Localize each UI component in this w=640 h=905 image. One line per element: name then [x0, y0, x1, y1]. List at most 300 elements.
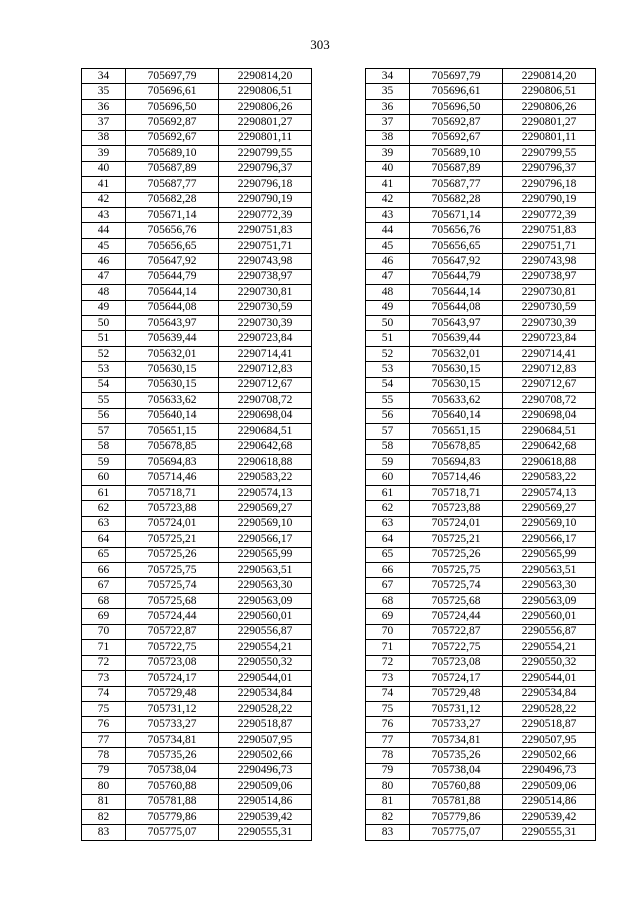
table-row: [82, 485, 596, 500]
right-point-number-cell: 38: [366, 130, 410, 145]
left-y-coordinate-cell: 2290563,51: [219, 563, 312, 578]
right-point-number-cell: 37: [366, 115, 410, 130]
right-point-number-cell: 56: [366, 408, 410, 423]
right-y-coordinate-cell: 2290801,27: [503, 115, 596, 130]
left-x-coordinate-cell: 705640,14: [126, 408, 219, 423]
right-point-number-cell: 64: [366, 532, 410, 547]
column-gap: [312, 732, 366, 747]
right-y-coordinate-cell: 2290796,18: [503, 177, 596, 192]
right-y-coordinate-cell: 2290550,32: [503, 655, 596, 670]
left-point-number-cell: 44: [82, 223, 126, 238]
left-y-coordinate-cell: 2290556,87: [219, 624, 312, 639]
table-row: [82, 192, 596, 207]
left-x-coordinate-cell: 705725,75: [126, 563, 219, 578]
right-x-coordinate-cell: 705775,07: [410, 825, 503, 840]
left-x-coordinate-cell: 705725,21: [126, 532, 219, 547]
right-point-number-cell: 48: [366, 285, 410, 300]
right-point-number-cell: 61: [366, 485, 410, 500]
left-y-coordinate-cell: 2290518,87: [219, 717, 312, 732]
column-gap: [312, 701, 366, 716]
right-point-number-cell: 57: [366, 424, 410, 439]
left-point-number-cell: 58: [82, 439, 126, 454]
column-gap: [312, 609, 366, 624]
right-y-coordinate-cell: 2290563,09: [503, 593, 596, 608]
right-x-coordinate-cell: 705651,15: [410, 424, 503, 439]
right-point-number-cell: 59: [366, 454, 410, 469]
table-row: [82, 408, 596, 423]
right-y-coordinate-cell: 2290496,73: [503, 763, 596, 778]
left-y-coordinate-cell: 2290528,22: [219, 701, 312, 716]
right-y-coordinate-cell: 2290806,26: [503, 99, 596, 114]
left-y-coordinate-cell: 2290566,17: [219, 532, 312, 547]
column-gap: [312, 192, 366, 207]
table-row: [82, 547, 596, 562]
right-x-coordinate-cell: 705671,14: [410, 207, 503, 222]
column-gap: [312, 408, 366, 423]
left-x-coordinate-cell: 705731,12: [126, 701, 219, 716]
column-gap: [312, 424, 366, 439]
left-y-coordinate-cell: 2290730,81: [219, 285, 312, 300]
left-point-number-cell: 71: [82, 640, 126, 655]
left-point-number-cell: 65: [82, 547, 126, 562]
column-gap: [312, 578, 366, 593]
right-y-coordinate-cell: 2290712,67: [503, 377, 596, 392]
left-x-coordinate-cell: 705725,68: [126, 593, 219, 608]
right-x-coordinate-cell: 705731,12: [410, 701, 503, 716]
left-y-coordinate-cell: 2290560,01: [219, 609, 312, 624]
right-y-coordinate-cell: 2290814,20: [503, 69, 596, 84]
table-row: [82, 810, 596, 825]
right-point-number-cell: 58: [366, 439, 410, 454]
left-y-coordinate-cell: 2290730,39: [219, 316, 312, 331]
left-x-coordinate-cell: 705775,07: [126, 825, 219, 840]
left-y-coordinate-cell: 2290772,39: [219, 207, 312, 222]
left-x-coordinate-cell: 705722,87: [126, 624, 219, 639]
left-x-coordinate-cell: 705760,88: [126, 779, 219, 794]
table-row: [82, 316, 596, 331]
right-y-coordinate-cell: 2290642,68: [503, 439, 596, 454]
table-row: [82, 331, 596, 346]
left-x-coordinate-cell: 705733,27: [126, 717, 219, 732]
right-point-number-cell: 49: [366, 300, 410, 315]
right-x-coordinate-cell: 705718,71: [410, 485, 503, 500]
left-point-number-cell: 53: [82, 362, 126, 377]
right-y-coordinate-cell: 2290539,42: [503, 810, 596, 825]
right-point-number-cell: 68: [366, 593, 410, 608]
table-row: [82, 717, 596, 732]
left-x-coordinate-cell: 705723,88: [126, 501, 219, 516]
column-gap: [312, 300, 366, 315]
table-row: [82, 593, 596, 608]
right-y-coordinate-cell: 2290569,27: [503, 501, 596, 516]
table-row: [82, 177, 596, 192]
table-row: [82, 130, 596, 145]
left-point-number-cell: 48: [82, 285, 126, 300]
right-x-coordinate-cell: 705729,48: [410, 686, 503, 701]
left-x-coordinate-cell: 705656,76: [126, 223, 219, 238]
left-x-coordinate-cell: 705687,77: [126, 177, 219, 192]
right-y-coordinate-cell: 2290560,01: [503, 609, 596, 624]
left-point-number-cell: 50: [82, 316, 126, 331]
column-gap: [312, 671, 366, 686]
right-point-number-cell: 75: [366, 701, 410, 716]
left-x-coordinate-cell: 705722,75: [126, 640, 219, 655]
right-y-coordinate-cell: 2290708,72: [503, 393, 596, 408]
right-y-coordinate-cell: 2290730,39: [503, 316, 596, 331]
left-y-coordinate-cell: 2290642,68: [219, 439, 312, 454]
left-point-number-cell: 81: [82, 794, 126, 809]
left-x-coordinate-cell: 705692,87: [126, 115, 219, 130]
left-point-number-cell: 80: [82, 779, 126, 794]
left-y-coordinate-cell: 2290550,32: [219, 655, 312, 670]
right-point-number-cell: 36: [366, 99, 410, 114]
left-point-number-cell: 36: [82, 99, 126, 114]
right-y-coordinate-cell: 2290730,81: [503, 285, 596, 300]
right-x-coordinate-cell: 705723,88: [410, 501, 503, 516]
right-x-coordinate-cell: 705644,14: [410, 285, 503, 300]
left-point-number-cell: 38: [82, 130, 126, 145]
right-x-coordinate-cell: 705644,08: [410, 300, 503, 315]
left-point-number-cell: 40: [82, 161, 126, 176]
table-row: [82, 686, 596, 701]
right-y-coordinate-cell: 2290738,97: [503, 269, 596, 284]
left-y-coordinate-cell: 2290743,98: [219, 254, 312, 269]
right-point-number-cell: 60: [366, 470, 410, 485]
left-point-number-cell: 68: [82, 593, 126, 608]
right-point-number-cell: 50: [366, 316, 410, 331]
left-point-number-cell: 61: [82, 485, 126, 500]
left-y-coordinate-cell: 2290806,26: [219, 99, 312, 114]
column-gap: [312, 146, 366, 161]
right-point-number-cell: 70: [366, 624, 410, 639]
left-point-number-cell: 60: [82, 470, 126, 485]
table-row: [82, 207, 596, 222]
left-y-coordinate-cell: 2290806,51: [219, 84, 312, 99]
left-y-coordinate-cell: 2290509,06: [219, 779, 312, 794]
right-point-number-cell: 39: [366, 146, 410, 161]
right-x-coordinate-cell: 705779,86: [410, 810, 503, 825]
right-y-coordinate-cell: 2290730,59: [503, 300, 596, 315]
left-y-coordinate-cell: 2290738,97: [219, 269, 312, 284]
right-y-coordinate-cell: 2290751,83: [503, 223, 596, 238]
right-point-number-cell: 41: [366, 177, 410, 192]
right-x-coordinate-cell: 705644,79: [410, 269, 503, 284]
right-x-coordinate-cell: 705735,26: [410, 748, 503, 763]
right-x-coordinate-cell: 705734,81: [410, 732, 503, 747]
left-point-number-cell: 59: [82, 454, 126, 469]
left-x-coordinate-cell: 705718,71: [126, 485, 219, 500]
left-y-coordinate-cell: 2290723,84: [219, 331, 312, 346]
column-gap: [312, 269, 366, 284]
right-x-coordinate-cell: 705694,83: [410, 454, 503, 469]
right-x-coordinate-cell: 705724,44: [410, 609, 503, 624]
table-row: [82, 516, 596, 531]
table-row: [82, 254, 596, 269]
left-point-number-cell: 75: [82, 701, 126, 716]
left-y-coordinate-cell: 2290563,30: [219, 578, 312, 593]
right-x-coordinate-cell: 705632,01: [410, 346, 503, 361]
left-x-coordinate-cell: 705725,74: [126, 578, 219, 593]
right-x-coordinate-cell: 705725,75: [410, 563, 503, 578]
left-x-coordinate-cell: 705689,10: [126, 146, 219, 161]
left-point-number-cell: 51: [82, 331, 126, 346]
right-x-coordinate-cell: 705692,87: [410, 115, 503, 130]
page-number: 303: [310, 37, 330, 52]
right-y-coordinate-cell: 2290514,86: [503, 794, 596, 809]
column-gap: [312, 748, 366, 763]
column-gap: [312, 84, 366, 99]
left-y-coordinate-cell: 2290684,51: [219, 424, 312, 439]
column-gap: [312, 177, 366, 192]
table-row: [82, 146, 596, 161]
right-x-coordinate-cell: 705687,77: [410, 177, 503, 192]
column-gap: [312, 686, 366, 701]
table-row: [82, 701, 596, 716]
table-row: [82, 161, 596, 176]
right-y-coordinate-cell: 2290799,55: [503, 146, 596, 161]
left-y-coordinate-cell: 2290539,42: [219, 810, 312, 825]
left-point-number-cell: 37: [82, 115, 126, 130]
left-x-coordinate-cell: 705671,14: [126, 207, 219, 222]
left-point-number-cell: 70: [82, 624, 126, 639]
left-y-coordinate-cell: 2290618,88: [219, 454, 312, 469]
right-y-coordinate-cell: 2290509,06: [503, 779, 596, 794]
left-y-coordinate-cell: 2290544,01: [219, 671, 312, 686]
left-point-number-cell: 77: [82, 732, 126, 747]
left-point-number-cell: 83: [82, 825, 126, 840]
column-gap: [312, 794, 366, 809]
left-x-coordinate-cell: 705692,67: [126, 130, 219, 145]
table-row: [82, 69, 596, 84]
table-row: [82, 377, 596, 392]
right-point-number-cell: 79: [366, 763, 410, 778]
left-x-coordinate-cell: 705630,15: [126, 362, 219, 377]
left-x-coordinate-cell: 705630,15: [126, 377, 219, 392]
left-point-number-cell: 67: [82, 578, 126, 593]
table-row: [82, 779, 596, 794]
table-row: [82, 748, 596, 763]
right-y-coordinate-cell: 2290507,95: [503, 732, 596, 747]
right-x-coordinate-cell: 705639,44: [410, 331, 503, 346]
table-row: [82, 763, 596, 778]
left-x-coordinate-cell: 705696,50: [126, 99, 219, 114]
column-gap: [312, 825, 366, 840]
left-x-coordinate-cell: 705723,08: [126, 655, 219, 670]
left-point-number-cell: 79: [82, 763, 126, 778]
left-x-coordinate-cell: 705644,14: [126, 285, 219, 300]
right-x-coordinate-cell: 705738,04: [410, 763, 503, 778]
right-point-number-cell: 66: [366, 563, 410, 578]
left-y-coordinate-cell: 2290708,72: [219, 393, 312, 408]
left-x-coordinate-cell: 705725,26: [126, 547, 219, 562]
right-x-coordinate-cell: 705714,46: [410, 470, 503, 485]
table-row: [82, 825, 596, 840]
right-x-coordinate-cell: 705724,17: [410, 671, 503, 686]
table-row: [82, 640, 596, 655]
left-y-coordinate-cell: 2290698,04: [219, 408, 312, 423]
right-y-coordinate-cell: 2290796,37: [503, 161, 596, 176]
left-point-number-cell: 78: [82, 748, 126, 763]
column-gap: [312, 362, 366, 377]
left-y-coordinate-cell: 2290555,31: [219, 825, 312, 840]
column-gap: [312, 516, 366, 531]
column-gap: [312, 331, 366, 346]
right-point-number-cell: 42: [366, 192, 410, 207]
right-y-coordinate-cell: 2290583,22: [503, 470, 596, 485]
table-row: [82, 439, 596, 454]
right-point-number-cell: 83: [366, 825, 410, 840]
left-y-coordinate-cell: 2290502,66: [219, 748, 312, 763]
right-x-coordinate-cell: 705682,28: [410, 192, 503, 207]
right-y-coordinate-cell: 2290563,30: [503, 578, 596, 593]
left-point-number-cell: 66: [82, 563, 126, 578]
left-x-coordinate-cell: 705724,17: [126, 671, 219, 686]
left-y-coordinate-cell: 2290799,55: [219, 146, 312, 161]
column-gap: [312, 501, 366, 516]
right-x-coordinate-cell: 705696,61: [410, 84, 503, 99]
right-point-number-cell: 69: [366, 609, 410, 624]
right-point-number-cell: 43: [366, 207, 410, 222]
right-x-coordinate-cell: 705640,14: [410, 408, 503, 423]
right-y-coordinate-cell: 2290772,39: [503, 207, 596, 222]
column-gap: [312, 254, 366, 269]
right-point-number-cell: 81: [366, 794, 410, 809]
table-row: [82, 609, 596, 624]
column-gap: [312, 640, 366, 655]
right-y-coordinate-cell: 2290502,66: [503, 748, 596, 763]
table-row: [82, 99, 596, 114]
left-x-coordinate-cell: 705687,89: [126, 161, 219, 176]
left-y-coordinate-cell: 2290534,84: [219, 686, 312, 701]
table-row: [82, 269, 596, 284]
left-y-coordinate-cell: 2290507,95: [219, 732, 312, 747]
column-gap: [312, 223, 366, 238]
column-gap: [312, 285, 366, 300]
left-point-number-cell: 62: [82, 501, 126, 516]
left-x-coordinate-cell: 705735,26: [126, 748, 219, 763]
left-x-coordinate-cell: 705682,28: [126, 192, 219, 207]
right-y-coordinate-cell: 2290801,11: [503, 130, 596, 145]
right-x-coordinate-cell: 705692,67: [410, 130, 503, 145]
column-gap: [312, 161, 366, 176]
left-point-number-cell: 63: [82, 516, 126, 531]
left-point-number-cell: 64: [82, 532, 126, 547]
right-point-number-cell: 80: [366, 779, 410, 794]
right-y-coordinate-cell: 2290554,21: [503, 640, 596, 655]
left-point-number-cell: 57: [82, 424, 126, 439]
left-y-coordinate-cell: 2290574,13: [219, 485, 312, 500]
left-point-number-cell: 56: [82, 408, 126, 423]
left-point-number-cell: 55: [82, 393, 126, 408]
left-x-coordinate-cell: 705644,08: [126, 300, 219, 315]
right-point-number-cell: 52: [366, 346, 410, 361]
column-gap: [312, 655, 366, 670]
right-y-coordinate-cell: 2290518,87: [503, 717, 596, 732]
left-point-number-cell: 42: [82, 192, 126, 207]
right-x-coordinate-cell: 705687,89: [410, 161, 503, 176]
left-point-number-cell: 49: [82, 300, 126, 315]
right-point-number-cell: 78: [366, 748, 410, 763]
right-x-coordinate-cell: 705725,21: [410, 532, 503, 547]
right-point-number-cell: 45: [366, 238, 410, 253]
left-point-number-cell: 76: [82, 717, 126, 732]
right-point-number-cell: 82: [366, 810, 410, 825]
left-y-coordinate-cell: 2290569,27: [219, 501, 312, 516]
column-gap: [312, 454, 366, 469]
right-point-number-cell: 71: [366, 640, 410, 655]
table-row: [82, 454, 596, 469]
right-x-coordinate-cell: 705689,10: [410, 146, 503, 161]
table-row: [82, 532, 596, 547]
left-point-number-cell: 47: [82, 269, 126, 284]
column-gap: [312, 439, 366, 454]
table-row: [82, 285, 596, 300]
column-gap: [312, 130, 366, 145]
table-row: [82, 501, 596, 516]
right-y-coordinate-cell: 2290565,99: [503, 547, 596, 562]
right-x-coordinate-cell: 705633,62: [410, 393, 503, 408]
left-point-number-cell: 52: [82, 346, 126, 361]
right-y-coordinate-cell: 2290714,41: [503, 346, 596, 361]
right-x-coordinate-cell: 705724,01: [410, 516, 503, 531]
table-row: [82, 223, 596, 238]
table-row: [82, 346, 596, 361]
right-x-coordinate-cell: 705723,08: [410, 655, 503, 670]
column-gap: [312, 563, 366, 578]
right-y-coordinate-cell: 2290574,13: [503, 485, 596, 500]
left-x-coordinate-cell: 705694,83: [126, 454, 219, 469]
left-x-coordinate-cell: 705738,04: [126, 763, 219, 778]
right-point-number-cell: 62: [366, 501, 410, 516]
right-x-coordinate-cell: 705725,26: [410, 547, 503, 562]
right-y-coordinate-cell: 2290723,84: [503, 331, 596, 346]
left-x-coordinate-cell: 705729,48: [126, 686, 219, 701]
left-point-number-cell: 82: [82, 810, 126, 825]
left-x-coordinate-cell: 705632,01: [126, 346, 219, 361]
right-y-coordinate-cell: 2290555,31: [503, 825, 596, 840]
column-gap: [312, 717, 366, 732]
left-y-coordinate-cell: 2290796,18: [219, 177, 312, 192]
table-row: [82, 470, 596, 485]
right-y-coordinate-cell: 2290743,98: [503, 254, 596, 269]
left-point-number-cell: 74: [82, 686, 126, 701]
right-y-coordinate-cell: 2290751,71: [503, 238, 596, 253]
right-point-number-cell: 51: [366, 331, 410, 346]
table-row: [82, 84, 596, 99]
column-gap: [312, 115, 366, 130]
right-x-coordinate-cell: 705630,15: [410, 362, 503, 377]
right-y-coordinate-cell: 2290544,01: [503, 671, 596, 686]
column-gap: [312, 69, 366, 84]
left-x-coordinate-cell: 705633,62: [126, 393, 219, 408]
table-row: [82, 794, 596, 809]
left-x-coordinate-cell: 705779,86: [126, 810, 219, 825]
right-point-number-cell: 47: [366, 269, 410, 284]
left-x-coordinate-cell: 705643,97: [126, 316, 219, 331]
right-point-number-cell: 35: [366, 84, 410, 99]
right-y-coordinate-cell: 2290684,51: [503, 424, 596, 439]
column-gap: [312, 346, 366, 361]
right-x-coordinate-cell: 705725,74: [410, 578, 503, 593]
left-y-coordinate-cell: 2290751,83: [219, 223, 312, 238]
right-point-number-cell: 34: [366, 69, 410, 84]
left-x-coordinate-cell: 705696,61: [126, 84, 219, 99]
right-y-coordinate-cell: 2290712,83: [503, 362, 596, 377]
left-y-coordinate-cell: 2290814,20: [219, 69, 312, 84]
right-x-coordinate-cell: 705725,68: [410, 593, 503, 608]
right-point-number-cell: 54: [366, 377, 410, 392]
left-x-coordinate-cell: 705656,65: [126, 238, 219, 253]
